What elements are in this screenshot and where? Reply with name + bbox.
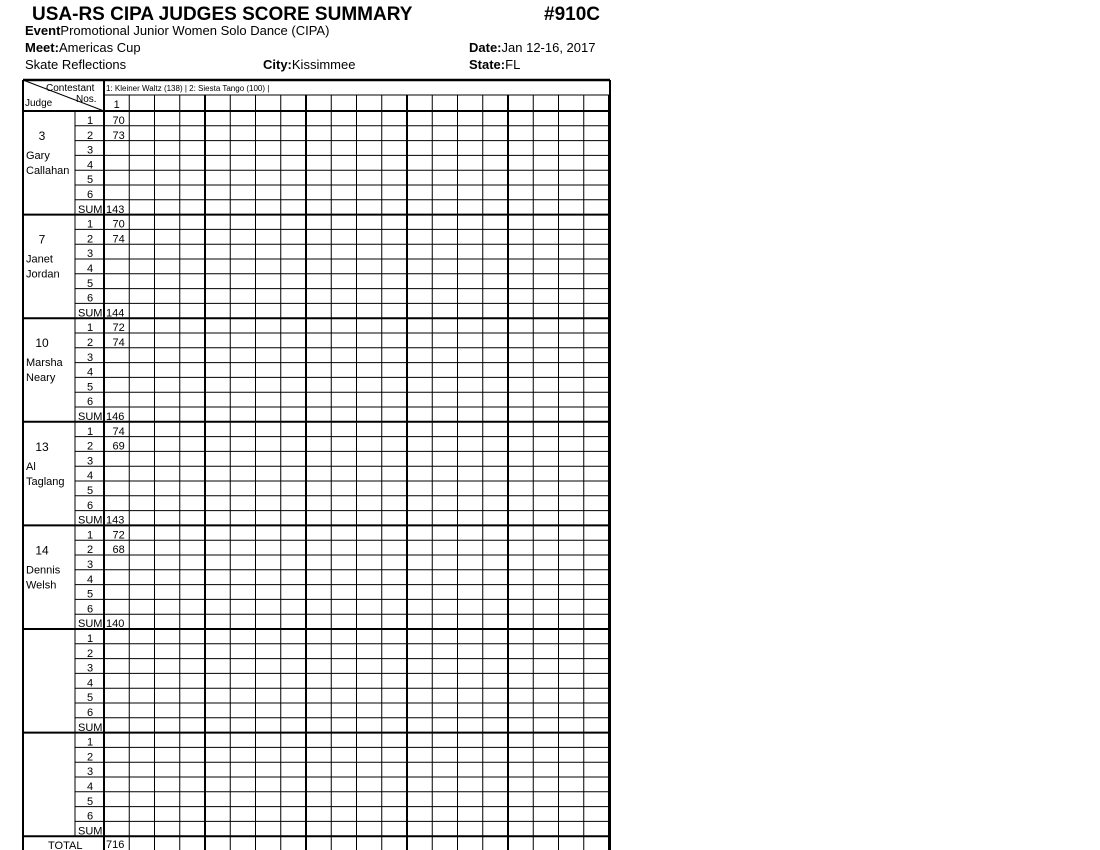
meet-value: Americas Cup [58,40,141,55]
judge-number: 7 [38,232,46,247]
judge-score: 74 [112,233,125,246]
total-value: 716 [106,839,125,850]
figure-row-label: 6 [86,396,94,409]
judge-last-name: Neary [26,372,56,385]
figure-row-label: 3 [86,559,94,571]
event-label: Event [25,23,61,38]
figure-row-label: 6 [86,499,94,512]
figure-row-label: 2 [86,751,94,764]
sum-row-label: SUM [78,203,103,216]
date-label: Date: [469,40,502,55]
figure-row-label: 4 [86,573,94,586]
sum-row-label: SUM [78,307,103,320]
figure-row-label: 4 [86,781,94,793]
judge-last-name: Callahan [26,165,70,177]
judge-number: 3 [38,129,46,143]
state-value: FL [505,57,521,72]
contestant-label: Contestant [46,83,95,94]
figure-row-label: 2 [86,440,94,453]
figure-row-label: 2 [86,647,94,660]
judge-sum: 143 [106,203,125,216]
judge-score: 70 [112,218,125,231]
judge-first-name: Dennis [26,564,61,577]
contestant-number: 1 [113,99,120,111]
figure-row-label: 6 [86,292,94,305]
figure-row-label: 5 [86,588,94,601]
figure-row-label: 2 [86,544,94,557]
judge-score: 69 [112,440,125,453]
judge-last-name: Jordan [26,268,60,281]
total-label: TOTAL [48,840,83,850]
judge-sum: 143 [106,514,125,527]
nos-label: Nos. [76,94,97,105]
judge-last-name: Welsh [26,579,57,592]
figure-row-label: 4 [86,366,94,379]
figure-row-label: 1 [86,425,94,438]
figure-row-label: 3 [86,662,94,675]
figure-row-label: 3 [86,144,94,157]
form-title: USA-RS CIPA JUDGES SCORE SUMMARY [32,4,413,25]
judge-first-name: Gary [26,150,50,162]
judge-first-name: Al [26,460,36,473]
date-value: Jan 12-16, 2017 [501,40,596,55]
dances-label: 1: Kleiner Waltz (138) | 2: Siesta Tango (100) | [106,84,270,93]
figure-row-label: 5 [86,277,94,290]
figure-row-label: 2 [86,337,94,349]
judge-score: 68 [112,544,125,557]
sum-row-label: SUM [78,721,103,734]
judge-score: 74 [112,425,125,438]
figure-row-label: 6 [86,810,94,823]
judge-score: 70 [112,115,125,127]
figure-row-label: 4 [86,470,94,483]
figure-row-label: 1 [86,633,94,645]
figure-row-label: 3 [86,455,94,468]
judge-score: 73 [112,129,125,142]
judge-first-name: Janet [26,253,53,266]
judge-number: 13 [35,439,49,454]
figure-row-label: 3 [86,766,94,779]
judge-sum: 140 [106,618,125,631]
figure-row-label: 2 [86,129,94,142]
meet-label: Meet: [25,40,59,55]
figure-row-label: 4 [86,677,94,690]
judge-number: 14 [35,543,49,558]
figure-row-label: 6 [86,603,94,616]
state-label: State: [469,57,506,72]
judge-score: 72 [112,322,125,335]
sum-row-label: SUM [78,411,103,423]
judge-sum: 146 [106,411,125,423]
figure-row-label: 1 [86,736,94,749]
figure-row-label: 5 [86,381,94,394]
host-club: Skate Reflections [25,57,127,72]
judge-number: 10 [35,336,49,351]
figure-row-label: 1 [86,115,94,127]
city-label: City: [263,57,292,72]
figure-row-label: 6 [86,707,94,719]
judge-first-name: Marsha [26,357,63,370]
judge-label: Judge [25,98,53,109]
figure-row-label: 6 [86,189,94,201]
grid-lines [23,80,610,850]
figure-row-label: 2 [86,233,94,246]
figure-row-label: 4 [86,263,94,275]
figure-row-label: 1 [86,529,94,542]
figure-row-label: 1 [86,322,94,335]
city-value: Kissimmee [291,57,356,72]
figure-row-label: 5 [86,174,94,187]
sum-row-label: SUM [78,825,103,838]
sum-row-label: SUM [78,618,103,631]
judge-score: 72 [112,529,125,542]
figure-row-label: 4 [86,159,94,172]
figure-row-label: 5 [86,795,94,808]
figure-row-label: 3 [86,351,94,364]
figure-row-label: 1 [86,218,94,231]
form-number: #910C [544,4,600,25]
judge-sum: 144 [106,307,125,320]
event-value: Promotional Junior Women Solo Dance (CIPA) [60,23,330,38]
sum-row-label: SUM [78,514,103,527]
figure-row-label: 5 [86,692,94,705]
judge-score: 74 [112,337,125,349]
figure-row-label: 3 [86,248,94,261]
figure-row-label: 5 [86,485,94,497]
judge-last-name: Taglang [26,475,65,488]
